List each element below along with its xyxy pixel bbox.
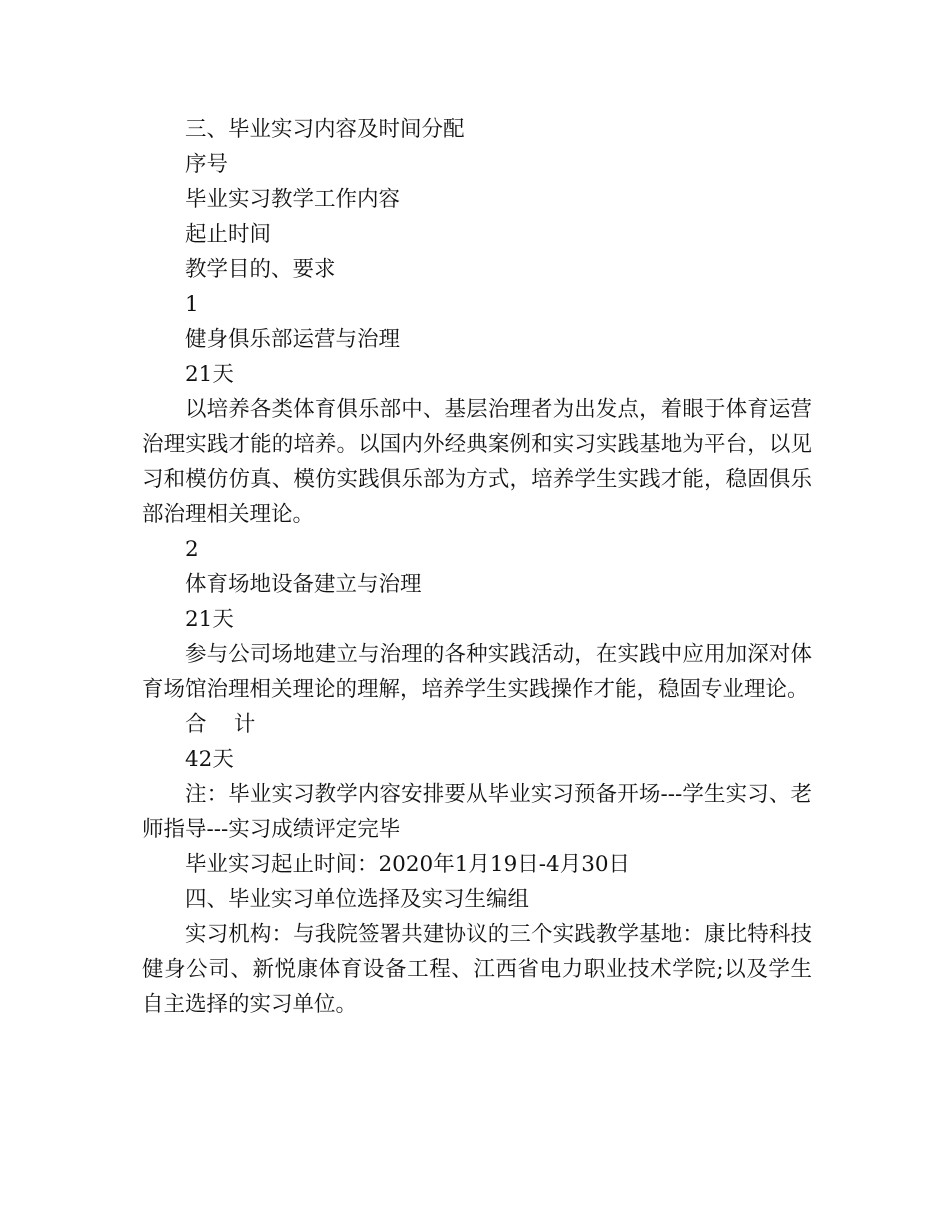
row-2-index: 2 <box>185 537 199 562</box>
row-1-index: 1 <box>185 292 199 317</box>
row-2-period: 21天 <box>185 607 234 632</box>
table-header-period: 起止时间 <box>185 222 272 247</box>
table-header-goals: 教学目的、要求 <box>185 257 336 282</box>
internship-period: 毕业实习起止时间：2020年1月19日-4月30日 <box>185 852 631 877</box>
row-2-content: 体育场地设备建立与治理 <box>185 572 422 597</box>
institution-paragraph: 实习机构：与我院签署共建协议的三个实践教学基地：康比特科技健身公司、新悦康体育设备工程、江西省电力职业技术学院;以及学生自主选择的实习单位。 <box>142 922 812 1017</box>
document-body <box>142 112 812 1022</box>
row-1-goals: 以培养各类体育俱乐部中、基层治理者为出发点，着眼于体育运营治理实践才能的培养。以国内外经典案例和实习实践基地为平台，以见习和模仿仿真、模仿实践俱乐部为方式，培养学生实践才能，稳固俱乐部治理相关理论。 <box>142 397 812 527</box>
table-header-content: 毕业实习教学工作内容 <box>185 187 401 212</box>
row-1-period: 21天 <box>185 362 234 387</box>
table-header-index: 序号 <box>185 152 229 177</box>
total-days: 42天 <box>185 747 234 772</box>
section-heading-4: 四、毕业实习单位选择及实习生编组 <box>185 887 530 912</box>
section-heading-3: 三、毕业实习内容及时间分配 <box>185 117 465 142</box>
total-label: 合 计 <box>185 712 256 737</box>
row-1-content: 健身俱乐部运营与治理 <box>185 327 401 352</box>
note-paragraph: 注：毕业实习教学内容安排要从毕业实习预备开场---学生实习、老师指导---实习成绩评定完毕 <box>142 782 812 842</box>
row-2-goals: 参与公司场地建立与治理的各种实践活动，在实践中应用加深对体育场馆治理相关理论的理解，培养学生实践操作才能，稳固专业理论。 <box>142 642 812 702</box>
